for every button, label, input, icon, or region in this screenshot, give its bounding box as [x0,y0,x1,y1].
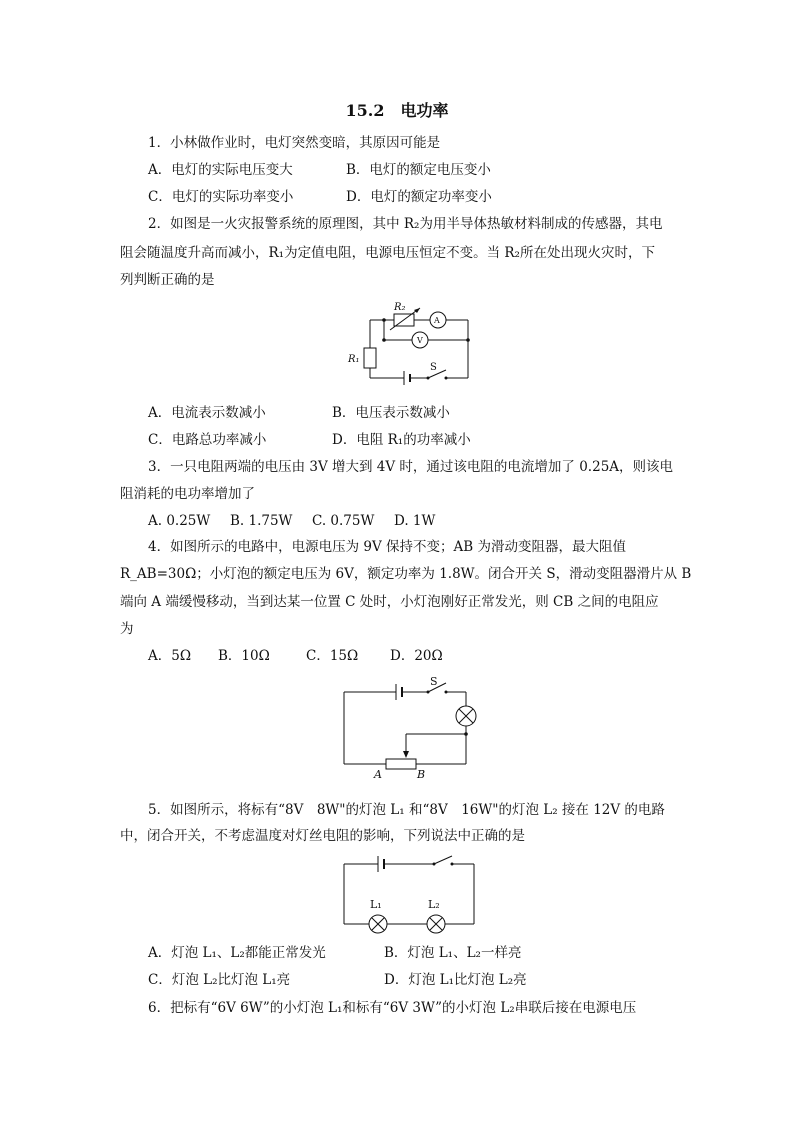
r1-resistor [364,348,376,368]
switch-label: S [430,362,437,373]
q3-option-b: B. 1.75W [230,513,293,529]
q5-stem-line-1: 5．如图所示，将标有“8V 8W"的灯泡 L₁ 和“8V 16W"的灯泡 L₂ 接在 12V 的电路 [148,802,665,818]
ammeter-label: A [434,316,440,325]
l2-label: L₂ [428,898,440,911]
q5-option-d: D．灯泡 L₁比灯泡 L₂亮 [384,972,527,988]
page-title: 15.2 电功率 [345,101,449,120]
q2-option-a: A．电流表示数减小 [148,405,266,421]
r2-label: R₂ [394,302,406,313]
q1-option-d: D．电灯的额定功率变小 [346,189,492,205]
q5-option-b: B．灯泡 L₁、L₂一样亮 [384,945,522,961]
q4-circuit-diagram [334,674,484,784]
switch-label: S [430,675,438,688]
q3-option-d: D. 1W [394,513,436,529]
end-b-label: B [417,768,426,781]
q2-option-b: B．电压表示数减小 [332,405,450,421]
r1-label: R₁ [348,354,360,365]
q5-circuit-diagram [340,850,480,940]
q3-stem-line-2: 阻消耗的电功率增加了 [120,486,255,502]
q1-option-a: A．电灯的实际电压变大 [148,162,293,178]
q4-stem-line-1: 4．如图所示的电路中，电源电压为 9V 保持不变；AB 为滑动变阻器，最大阻值 [148,539,626,555]
l1-label: L₁ [370,898,382,911]
q4-stem-line-3: 端向 A 端缓慢移动，当到达某一位置 C 处时，小灯泡刚好正常发光，则 CB 之间的电阻应 [120,594,659,610]
q3-option-a: A. 0.25W [148,513,211,529]
q2-stem-line-3: 列判断正确的是 [120,272,215,288]
q1-option-b: B．电灯的额定电压变小 [346,162,491,178]
q2-stem-line-2: 阻会随温度升高而减小，R₁为定值电阻，电源电压恒定不变。当 R₂所在处出现火灾时，下 [120,245,655,261]
switch-icon [434,856,452,864]
q3-option-c: C. 0.75W [312,513,375,529]
q2-option-d: D．电阻 R₁的功率减小 [332,432,471,448]
q5-stem-line-2: 中，闭合开关，不考虑温度对灯丝电阻的影响，下列说法中正确的是 [120,828,525,844]
q4-option-a: A．5Ω [148,648,192,664]
q4-stem-line-2: R_AB=30Ω；小灯泡的额定电压为 6V，额定功率为 1.8W。闭合开关 S，滑动变阻器滑片从 B [120,566,692,582]
q3-stem-line-1: 3．一只电阻两端的电压由 3V 增大到 4V 时，通过该电阻的电流增加了 0.25A，则该电 [148,459,674,475]
q1-option-c: C．电灯的实际功率变小 [148,189,294,205]
q5-option-c: C．灯泡 L₂比灯泡 L₁亮 [148,972,291,988]
end-a-label: A [374,768,382,781]
q4-option-c: C．15Ω [306,648,359,664]
q4-option-b: B．10Ω [218,648,270,664]
rheostat-icon [386,759,416,769]
q5-option-a: A．灯泡 L₁、L₂都能正常发光 [148,945,326,961]
q4-option-d: D．20Ω [390,648,443,664]
q2-circuit-diagram [340,296,480,388]
voltmeter-label: V [417,336,423,345]
q6-stem: 6．把标有“6V 6W”的小灯泡 L₁和标有“6V 3W”的小灯泡 L₂串联后接在电源电压 [148,1000,637,1016]
q1-stem: 1．小林做作业时，电灯突然变暗，其原因可能是 [148,135,441,151]
q2-option-c: C．电路总功率减小 [148,432,267,448]
q2-stem-line-1: 2．如图是一火灾报警系统的原理图，其中 R₂为用半导体热敏材料制成的传感器，其电 [148,216,663,232]
q4-stem-line-4: 为 [120,621,134,637]
